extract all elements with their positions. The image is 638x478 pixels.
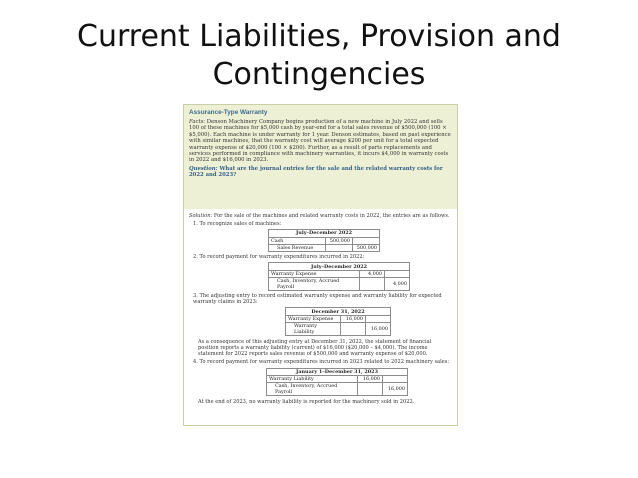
slide-title-line-2: Contingencies — [212, 57, 426, 92]
debit-cell — [341, 323, 366, 336]
credit-cell — [383, 375, 408, 382]
solution-label: Solution: — [189, 213, 213, 219]
credit-cell: 500,000 — [353, 244, 380, 251]
account-cell: Warranty Expense — [269, 270, 360, 277]
facts-text: Denson Machinery Company begins production of a new machine in July 2022 and sells 100 of these machines for $5,000 cash by year-end for a total sales revenue of $500,000 (100 × $5,000). Each machine is under warranty for 1 year. Denson estimates, based on past experience with similar machines, that the warranty cost will average $200 per unit for a total expected warranty expense of $20,000 (100 × $200). Further, as a result of parts replacements and services performed in compliance with machinery warranties, it incurs $4,000 in warranty costs in 2022 and $16,000 in 2023. — [189, 119, 451, 164]
account-cell: Sales Revenue — [269, 244, 326, 251]
debit-cell — [360, 278, 385, 291]
slide-title-line-1: Current Liabilities, Provision and — [77, 19, 561, 54]
table-row — [267, 375, 408, 382]
journal-entry-1-header: July–December 2022 — [269, 230, 380, 237]
table-row — [267, 383, 408, 396]
example-image-panel — [183, 104, 458, 426]
consequence-paragraph: As a consequence of this adjusting entry at December 31, 2022, the statement of financial position reports a warranty liability (current) of $16,000 ($20,000 – $4,000). The income statement for 2022 reports sales revenue of $500,000 and warranty expense of $20,000. — [198, 339, 432, 358]
table-row — [286, 323, 391, 336]
problem-box — [184, 105, 457, 209]
journal-entry-4-header: January 1–December 31, 2023 — [267, 368, 408, 375]
credit-cell: 4,000 — [385, 278, 410, 291]
closing-paragraph: At the end of 2023, no warranty liability is reported for the machinery sold in 2022. — [198, 399, 415, 406]
debit-cell: 16,000 — [358, 375, 383, 382]
journal-entry-3 — [285, 307, 391, 336]
table-row — [269, 270, 410, 277]
step-1 — [189, 221, 452, 252]
credit-cell — [353, 237, 380, 244]
table-row — [269, 237, 380, 244]
step-1-text: 1. To recognize sales of machines: — [193, 221, 282, 228]
problem-heading: Assurance-Type Warranty — [189, 109, 268, 116]
question-text: What are the journal entries for the sale and the related warranty costs for 2022 and 2023? — [189, 165, 443, 179]
journal-entry-1 — [268, 229, 380, 252]
account-cell: Warranty Expense — [286, 315, 341, 322]
slide-title — [0, 18, 638, 94]
solution-intro-text: For the sale of the machines and related warranty costs in 2022, the entries are as follows. — [213, 213, 450, 219]
table-row — [269, 244, 380, 251]
credit-cell — [385, 270, 410, 277]
journal-entry-3-header: December 31, 2022 — [286, 308, 391, 315]
question-paragraph — [189, 166, 452, 179]
account-cell: Warranty Liability — [267, 375, 358, 382]
journal-entry-4 — [266, 368, 408, 397]
debit-cell: 16,000 — [341, 315, 366, 322]
credit-cell — [366, 315, 391, 322]
debit-cell — [358, 383, 383, 396]
account-cell: Cash — [269, 237, 326, 244]
solution-intro — [189, 213, 452, 219]
account-cell: Cash, Inventory, Accrued Payroll — [269, 278, 360, 291]
step-3 — [189, 293, 452, 336]
solution-section — [184, 209, 457, 409]
question-label: Question: — [189, 165, 218, 172]
step-2-text: 2. To record payment for warranty expenditures incurred in 2022: — [193, 254, 365, 261]
table-row — [286, 315, 391, 322]
facts-paragraph — [189, 119, 452, 164]
credit-cell: 16,000 — [383, 383, 408, 396]
debit-cell: 500,000 — [326, 237, 353, 244]
table-row — [269, 278, 410, 291]
step-4 — [189, 359, 452, 396]
account-cell: Warranty Liability — [286, 323, 341, 336]
step-4-text: 4. To record payment for warranty expenditures incurred in 2023 related to 2022 machinery sales: — [193, 359, 450, 366]
journal-entry-2-header: July–December 2022 — [269, 263, 410, 270]
step-2 — [189, 254, 452, 291]
debit-cell — [326, 244, 353, 251]
debit-cell: 4,000 — [360, 270, 385, 277]
journal-entry-2 — [268, 262, 410, 291]
account-cell: Cash, Inventory, Accrued Payroll — [267, 383, 358, 396]
facts-label: Facts: — [189, 119, 206, 125]
step-3-text: 3. The adjusting entry to record estimated warranty expense and warranty liability for expected warranty claims in 2023: — [193, 293, 442, 306]
credit-cell: 16,000 — [366, 323, 391, 336]
